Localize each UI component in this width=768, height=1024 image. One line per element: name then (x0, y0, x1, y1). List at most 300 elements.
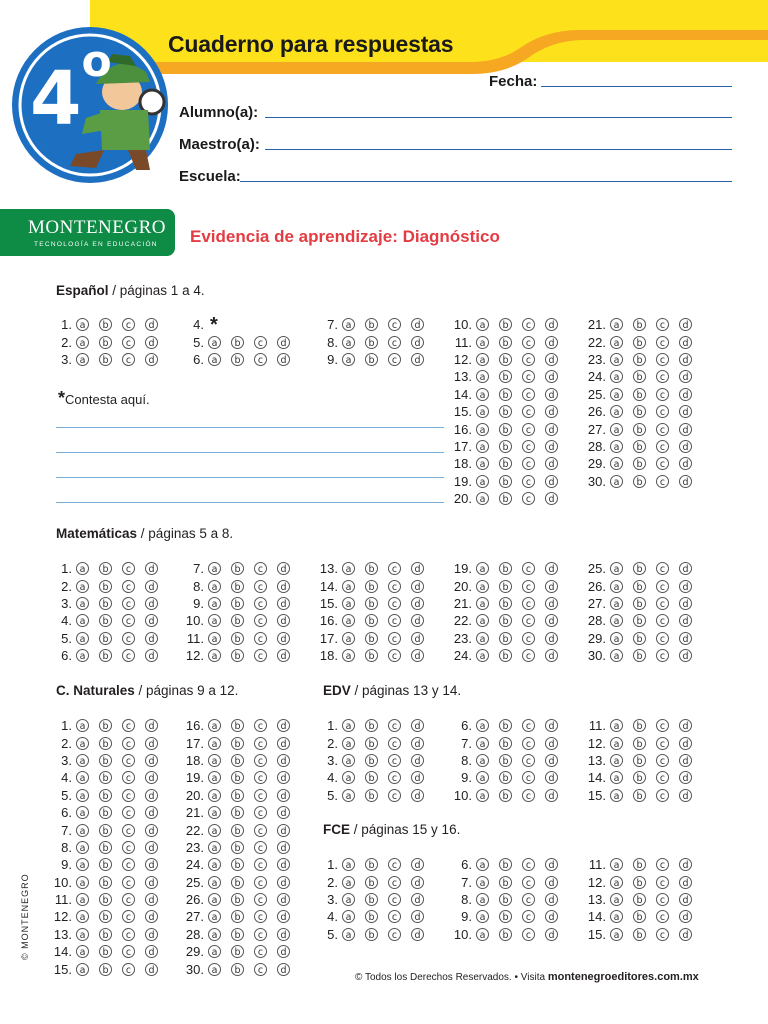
answer-bubble-d[interactable]: d (679, 336, 692, 349)
answer-bubble-d[interactable]: d (277, 336, 290, 349)
answer-bubble-c[interactable]: c (254, 649, 267, 662)
answer-bubble-b[interactable]: b (231, 910, 244, 923)
answer-bubble-b[interactable]: b (499, 789, 512, 802)
answer-bubble-c[interactable]: c (122, 963, 135, 976)
answer-bubble-c[interactable]: c (254, 597, 267, 610)
answer-bubble-b[interactable]: b (99, 754, 112, 767)
answer-bubble-c[interactable]: c (388, 649, 401, 662)
answer-bubble-c[interactable]: c (656, 580, 669, 593)
answer-bubble-b[interactable]: b (99, 876, 112, 889)
answer-bubble-a[interactable]: a (610, 893, 623, 906)
answer-bubble-a[interactable]: a (342, 928, 355, 941)
answer-bubble-d[interactable]: d (545, 771, 558, 784)
answer-bubble-a[interactable]: a (208, 824, 221, 837)
answer-line[interactable] (56, 427, 444, 428)
answer-bubble-c[interactable]: c (522, 388, 535, 401)
answer-bubble-b[interactable]: b (365, 597, 378, 610)
answer-bubble-c[interactable]: c (656, 423, 669, 436)
answer-bubble-b[interactable]: b (499, 336, 512, 349)
answer-bubble-d[interactable]: d (277, 858, 290, 871)
answer-bubble-c[interactable]: c (656, 789, 669, 802)
answer-bubble-d[interactable]: d (545, 492, 558, 505)
answer-bubble-b[interactable]: b (633, 597, 646, 610)
answer-bubble-d[interactable]: d (679, 789, 692, 802)
answer-bubble-c[interactable]: c (254, 841, 267, 854)
answer-bubble-d[interactable]: d (411, 597, 424, 610)
answer-bubble-b[interactable]: b (231, 719, 244, 732)
answer-bubble-d[interactable]: d (545, 318, 558, 331)
answer-bubble-d[interactable]: d (277, 353, 290, 366)
answer-bubble-d[interactable]: d (145, 858, 158, 871)
answer-bubble-a[interactable]: a (208, 597, 221, 610)
answer-bubble-b[interactable]: b (231, 737, 244, 750)
answer-bubble-a[interactable]: a (610, 614, 623, 627)
answer-bubble-d[interactable]: d (145, 754, 158, 767)
answer-bubble-a[interactable]: a (208, 580, 221, 593)
answer-bubble-c[interactable]: c (522, 353, 535, 366)
answer-bubble-d[interactable]: d (277, 945, 290, 958)
answer-bubble-d[interactable]: d (545, 649, 558, 662)
answer-bubble-a[interactable]: a (208, 754, 221, 767)
answer-bubble-d[interactable]: d (679, 423, 692, 436)
answer-bubble-b[interactable]: b (365, 737, 378, 750)
answer-bubble-a[interactable]: a (208, 789, 221, 802)
answer-bubble-c[interactable]: c (522, 318, 535, 331)
answer-bubble-a[interactable]: a (76, 580, 89, 593)
answer-bubble-a[interactable]: a (76, 719, 89, 732)
answer-bubble-d[interactable]: d (545, 457, 558, 470)
answer-bubble-b[interactable]: b (99, 858, 112, 871)
answer-bubble-c[interactable]: c (656, 910, 669, 923)
answer-bubble-a[interactable]: a (208, 737, 221, 750)
answer-bubble-c[interactable]: c (388, 614, 401, 627)
answer-bubble-d[interactable]: d (145, 719, 158, 732)
answer-bubble-c[interactable]: c (122, 858, 135, 871)
answer-bubble-d[interactable]: d (277, 614, 290, 627)
answer-bubble-d[interactable]: d (411, 318, 424, 331)
answer-bubble-d[interactable]: d (679, 737, 692, 750)
answer-bubble-c[interactable]: c (522, 423, 535, 436)
answer-bubble-d[interactable]: d (679, 876, 692, 889)
answer-bubble-a[interactable]: a (476, 719, 489, 732)
answer-bubble-d[interactable]: d (145, 893, 158, 906)
answer-bubble-a[interactable]: a (476, 632, 489, 645)
answer-bubble-a[interactable]: a (76, 737, 89, 750)
answer-bubble-b[interactable]: b (365, 580, 378, 593)
answer-bubble-a[interactable]: a (342, 336, 355, 349)
answer-bubble-c[interactable]: c (522, 632, 535, 645)
answer-bubble-d[interactable]: d (411, 910, 424, 923)
answer-bubble-c[interactable]: c (656, 649, 669, 662)
answer-bubble-c[interactable]: c (122, 632, 135, 645)
answer-bubble-d[interactable]: d (277, 806, 290, 819)
answer-bubble-b[interactable]: b (633, 405, 646, 418)
answer-bubble-c[interactable]: c (254, 754, 267, 767)
answer-bubble-a[interactable]: a (208, 632, 221, 645)
answer-bubble-d[interactable]: d (411, 562, 424, 575)
answer-bubble-c[interactable]: c (656, 318, 669, 331)
answer-bubble-d[interactable]: d (545, 597, 558, 610)
answer-bubble-a[interactable]: a (342, 353, 355, 366)
answer-bubble-d[interactable]: d (145, 876, 158, 889)
answer-bubble-c[interactable]: c (122, 649, 135, 662)
answer-bubble-b[interactable]: b (231, 353, 244, 366)
answer-bubble-d[interactable]: d (679, 771, 692, 784)
answer-bubble-d[interactable]: d (679, 562, 692, 575)
answer-bubble-b[interactable]: b (499, 492, 512, 505)
answer-bubble-d[interactable]: d (545, 737, 558, 750)
answer-bubble-a[interactable]: a (610, 910, 623, 923)
answer-bubble-a[interactable]: a (76, 893, 89, 906)
answer-bubble-d[interactable]: d (545, 405, 558, 418)
answer-bubble-b[interactable]: b (365, 318, 378, 331)
answer-bubble-c[interactable]: c (522, 597, 535, 610)
answer-bubble-a[interactable]: a (610, 719, 623, 732)
answer-bubble-c[interactable]: c (656, 457, 669, 470)
answer-bubble-d[interactable]: d (545, 388, 558, 401)
answer-bubble-b[interactable]: b (633, 771, 646, 784)
answer-bubble-a[interactable]: a (208, 963, 221, 976)
answer-bubble-a[interactable]: a (342, 876, 355, 889)
answer-bubble-c[interactable]: c (656, 893, 669, 906)
answer-bubble-b[interactable]: b (633, 632, 646, 645)
answer-bubble-a[interactable]: a (610, 457, 623, 470)
answer-bubble-a[interactable]: a (208, 945, 221, 958)
answer-bubble-b[interactable]: b (99, 580, 112, 593)
answer-bubble-c[interactable]: c (122, 597, 135, 610)
answer-bubble-b[interactable]: b (633, 789, 646, 802)
answer-bubble-b[interactable]: b (633, 754, 646, 767)
answer-bubble-b[interactable]: b (633, 475, 646, 488)
answer-bubble-d[interactable]: d (545, 440, 558, 453)
answer-bubble-d[interactable]: d (679, 440, 692, 453)
answer-bubble-c[interactable]: c (254, 928, 267, 941)
answer-bubble-c[interactable]: c (122, 614, 135, 627)
answer-bubble-c[interactable]: c (122, 945, 135, 958)
answer-bubble-d[interactable]: d (277, 910, 290, 923)
answer-bubble-c[interactable]: c (656, 440, 669, 453)
answer-bubble-a[interactable]: a (342, 893, 355, 906)
answer-bubble-a[interactable]: a (208, 649, 221, 662)
answer-bubble-a[interactable]: a (610, 440, 623, 453)
answer-bubble-b[interactable]: b (365, 910, 378, 923)
answer-bubble-d[interactable]: d (545, 370, 558, 383)
answer-bubble-a[interactable]: a (76, 754, 89, 767)
answer-bubble-b[interactable]: b (365, 858, 378, 871)
answer-bubble-a[interactable]: a (476, 789, 489, 802)
answer-bubble-a[interactable]: a (342, 719, 355, 732)
answer-bubble-d[interactable]: d (545, 632, 558, 645)
answer-bubble-a[interactable]: a (208, 910, 221, 923)
answer-bubble-b[interactable]: b (99, 737, 112, 750)
answer-bubble-c[interactable]: c (656, 475, 669, 488)
answer-bubble-a[interactable]: a (342, 858, 355, 871)
answer-bubble-b[interactable]: b (231, 928, 244, 941)
answer-bubble-d[interactable]: d (145, 910, 158, 923)
answer-bubble-a[interactable]: a (76, 806, 89, 819)
answer-bubble-a[interactable]: a (342, 632, 355, 645)
answer-bubble-c[interactable]: c (656, 336, 669, 349)
answer-bubble-d[interactable]: d (145, 614, 158, 627)
answer-bubble-c[interactable]: c (522, 614, 535, 627)
answer-bubble-c[interactable]: c (122, 336, 135, 349)
answer-bubble-c[interactable]: c (254, 893, 267, 906)
answer-bubble-c[interactable]: c (656, 370, 669, 383)
answer-bubble-c[interactable]: c (522, 910, 535, 923)
answer-bubble-b[interactable]: b (499, 737, 512, 750)
answer-bubble-c[interactable]: c (522, 405, 535, 418)
answer-bubble-b[interactable]: b (633, 318, 646, 331)
answer-bubble-d[interactable]: d (145, 945, 158, 958)
answer-bubble-c[interactable]: c (656, 858, 669, 871)
answer-bubble-d[interactable]: d (145, 771, 158, 784)
answer-bubble-d[interactable]: d (545, 580, 558, 593)
answer-bubble-a[interactable]: a (476, 492, 489, 505)
answer-bubble-c[interactable]: c (388, 876, 401, 889)
answer-bubble-a[interactable]: a (76, 858, 89, 871)
answer-bubble-d[interactable]: d (545, 876, 558, 889)
answer-bubble-c[interactable]: c (388, 353, 401, 366)
answer-bubble-b[interactable]: b (365, 719, 378, 732)
answer-bubble-d[interactable]: d (277, 771, 290, 784)
answer-bubble-b[interactable]: b (99, 771, 112, 784)
answer-bubble-a[interactable]: a (76, 336, 89, 349)
answer-bubble-c[interactable]: c (122, 719, 135, 732)
answer-bubble-a[interactable]: a (610, 597, 623, 610)
answer-bubble-c[interactable]: c (656, 719, 669, 732)
answer-bubble-b[interactable]: b (633, 737, 646, 750)
answer-bubble-d[interactable]: d (679, 597, 692, 610)
answer-bubble-a[interactable]: a (610, 649, 623, 662)
answer-bubble-a[interactable]: a (476, 858, 489, 871)
answer-bubble-b[interactable]: b (499, 440, 512, 453)
answer-bubble-b[interactable]: b (231, 597, 244, 610)
answer-bubble-c[interactable]: c (254, 562, 267, 575)
answer-bubble-a[interactable]: a (76, 876, 89, 889)
answer-bubble-a[interactable]: a (476, 737, 489, 750)
answer-bubble-b[interactable]: b (633, 876, 646, 889)
answer-bubble-d[interactable]: d (277, 597, 290, 610)
answer-bubble-d[interactable]: d (411, 789, 424, 802)
answer-bubble-a[interactable]: a (476, 457, 489, 470)
answer-bubble-c[interactable]: c (522, 457, 535, 470)
answer-bubble-b[interactable]: b (499, 771, 512, 784)
answer-bubble-b[interactable]: b (633, 719, 646, 732)
answer-bubble-b[interactable]: b (231, 336, 244, 349)
answer-bubble-d[interactable]: d (545, 789, 558, 802)
answer-bubble-c[interactable]: c (254, 876, 267, 889)
answer-bubble-d[interactable]: d (679, 719, 692, 732)
answer-bubble-b[interactable]: b (499, 423, 512, 436)
answer-bubble-d[interactable]: d (545, 562, 558, 575)
answer-bubble-b[interactable]: b (231, 754, 244, 767)
answer-bubble-c[interactable]: c (656, 876, 669, 889)
answer-bubble-a[interactable]: a (476, 928, 489, 941)
answer-bubble-a[interactable]: a (76, 945, 89, 958)
answer-bubble-b[interactable]: b (365, 336, 378, 349)
answer-bubble-c[interactable]: c (656, 754, 669, 767)
answer-bubble-c[interactable]: c (122, 562, 135, 575)
answer-bubble-a[interactable]: a (342, 737, 355, 750)
answer-bubble-c[interactable]: c (522, 719, 535, 732)
answer-bubble-b[interactable]: b (99, 614, 112, 627)
answer-bubble-d[interactable]: d (145, 824, 158, 837)
answer-bubble-d[interactable]: d (411, 754, 424, 767)
answer-bubble-d[interactable]: d (411, 614, 424, 627)
answer-bubble-d[interactable]: d (277, 719, 290, 732)
answer-bubble-a[interactable]: a (76, 824, 89, 837)
answer-bubble-c[interactable]: c (522, 771, 535, 784)
answer-bubble-a[interactable]: a (342, 771, 355, 784)
answer-bubble-a[interactable]: a (476, 771, 489, 784)
answer-bubble-b[interactable]: b (633, 910, 646, 923)
answer-bubble-b[interactable]: b (365, 893, 378, 906)
answer-bubble-b[interactable]: b (633, 580, 646, 593)
answer-bubble-a[interactable]: a (208, 893, 221, 906)
answer-bubble-c[interactable]: c (522, 928, 535, 941)
answer-bubble-c[interactable]: c (254, 614, 267, 627)
answer-bubble-b[interactable]: b (365, 771, 378, 784)
answer-bubble-b[interactable]: b (99, 632, 112, 645)
answer-bubble-a[interactable]: a (76, 771, 89, 784)
answer-bubble-d[interactable]: d (145, 841, 158, 854)
answer-bubble-d[interactable]: d (545, 754, 558, 767)
answer-bubble-d[interactable]: d (277, 893, 290, 906)
answer-bubble-b[interactable]: b (365, 632, 378, 645)
answer-bubble-d[interactable]: d (545, 910, 558, 923)
answer-bubble-b[interactable]: b (231, 789, 244, 802)
answer-bubble-a[interactable]: a (342, 580, 355, 593)
answer-bubble-c[interactable]: c (122, 824, 135, 837)
answer-bubble-c[interactable]: c (522, 737, 535, 750)
answer-bubble-a[interactable]: a (610, 423, 623, 436)
answer-bubble-c[interactable]: c (122, 771, 135, 784)
answer-bubble-a[interactable]: a (476, 336, 489, 349)
answer-bubble-b[interactable]: b (99, 789, 112, 802)
answer-bubble-d[interactable]: d (277, 562, 290, 575)
answer-bubble-d[interactable]: d (545, 928, 558, 941)
answer-bubble-b[interactable]: b (499, 910, 512, 923)
answer-bubble-a[interactable]: a (476, 423, 489, 436)
answer-bubble-c[interactable]: c (388, 318, 401, 331)
answer-bubble-b[interactable]: b (365, 614, 378, 627)
answer-bubble-a[interactable]: a (610, 562, 623, 575)
answer-bubble-d[interactable]: d (277, 841, 290, 854)
answer-bubble-d[interactable]: d (277, 754, 290, 767)
answer-bubble-a[interactable]: a (342, 649, 355, 662)
answer-bubble-c[interactable]: c (388, 928, 401, 941)
answer-bubble-a[interactable]: a (610, 754, 623, 767)
answer-bubble-a[interactable]: a (208, 353, 221, 366)
answer-bubble-c[interactable]: c (388, 336, 401, 349)
answer-bubble-a[interactable]: a (476, 614, 489, 627)
answer-bubble-c[interactable]: c (122, 318, 135, 331)
answer-bubble-a[interactable]: a (76, 963, 89, 976)
answer-bubble-d[interactable]: d (277, 737, 290, 750)
answer-bubble-b[interactable]: b (231, 562, 244, 575)
answer-bubble-c[interactable]: c (656, 405, 669, 418)
answer-bubble-b[interactable]: b (231, 893, 244, 906)
answer-bubble-a[interactable]: a (76, 597, 89, 610)
answer-bubble-c[interactable]: c (388, 562, 401, 575)
answer-bubble-d[interactable]: d (411, 580, 424, 593)
answer-bubble-d[interactable]: d (679, 388, 692, 401)
answer-bubble-c[interactable]: c (254, 789, 267, 802)
answer-bubble-d[interactable]: d (545, 475, 558, 488)
answer-bubble-b[interactable]: b (231, 858, 244, 871)
answer-bubble-d[interactable]: d (545, 858, 558, 871)
answer-bubble-b[interactable]: b (99, 910, 112, 923)
answer-bubble-b[interactable]: b (231, 945, 244, 958)
answer-bubble-a[interactable]: a (476, 893, 489, 906)
answer-bubble-d[interactable]: d (145, 562, 158, 575)
answer-bubble-a[interactable]: a (208, 841, 221, 854)
student-field[interactable] (265, 117, 732, 118)
answer-bubble-d[interactable]: d (145, 353, 158, 366)
answer-bubble-b[interactable]: b (499, 649, 512, 662)
answer-bubble-d[interactable]: d (411, 928, 424, 941)
answer-bubble-b[interactable]: b (499, 318, 512, 331)
answer-bubble-c[interactable]: c (522, 492, 535, 505)
answer-bubble-a[interactable]: a (476, 353, 489, 366)
answer-bubble-a[interactable]: a (76, 841, 89, 854)
answer-bubble-b[interactable]: b (99, 963, 112, 976)
answer-bubble-a[interactable]: a (610, 405, 623, 418)
answer-bubble-d[interactable]: d (411, 649, 424, 662)
answer-bubble-d[interactable]: d (679, 893, 692, 906)
answer-bubble-b[interactable]: b (365, 754, 378, 767)
answer-bubble-a[interactable]: a (208, 336, 221, 349)
answer-bubble-b[interactable]: b (499, 597, 512, 610)
answer-bubble-b[interactable]: b (633, 649, 646, 662)
answer-bubble-b[interactable]: b (499, 928, 512, 941)
answer-bubble-b[interactable]: b (633, 423, 646, 436)
answer-bubble-b[interactable]: b (633, 562, 646, 575)
answer-bubble-b[interactable]: b (99, 928, 112, 941)
answer-line[interactable] (56, 502, 444, 503)
answer-bubble-b[interactable]: b (633, 370, 646, 383)
answer-bubble-d[interactable]: d (145, 928, 158, 941)
answer-bubble-d[interactable]: d (679, 475, 692, 488)
answer-bubble-b[interactable]: b (231, 806, 244, 819)
answer-bubble-c[interactable]: c (388, 597, 401, 610)
answer-bubble-a[interactable]: a (610, 370, 623, 383)
answer-bubble-d[interactable]: d (545, 353, 558, 366)
answer-bubble-b[interactable]: b (633, 388, 646, 401)
answer-bubble-b[interactable]: b (99, 824, 112, 837)
answer-bubble-d[interactable]: d (145, 318, 158, 331)
answer-bubble-d[interactable]: d (277, 632, 290, 645)
answer-bubble-b[interactable]: b (499, 893, 512, 906)
answer-bubble-a[interactable]: a (76, 614, 89, 627)
answer-bubble-b[interactable]: b (99, 719, 112, 732)
answer-bubble-a[interactable]: a (342, 562, 355, 575)
answer-bubble-d[interactable]: d (277, 649, 290, 662)
answer-bubble-d[interactable]: d (679, 318, 692, 331)
answer-bubble-d[interactable]: d (411, 719, 424, 732)
answer-bubble-b[interactable]: b (231, 649, 244, 662)
answer-bubble-d[interactable]: d (277, 789, 290, 802)
answer-bubble-d[interactable]: d (679, 649, 692, 662)
answer-bubble-c[interactable]: c (122, 928, 135, 941)
answer-bubble-b[interactable]: b (365, 562, 378, 575)
answer-bubble-d[interactable]: d (277, 963, 290, 976)
answer-bubble-a[interactable]: a (342, 910, 355, 923)
answer-bubble-c[interactable]: c (522, 475, 535, 488)
answer-bubble-d[interactable]: d (679, 858, 692, 871)
answer-bubble-d[interactable]: d (411, 632, 424, 645)
answer-bubble-b[interactable]: b (365, 876, 378, 889)
